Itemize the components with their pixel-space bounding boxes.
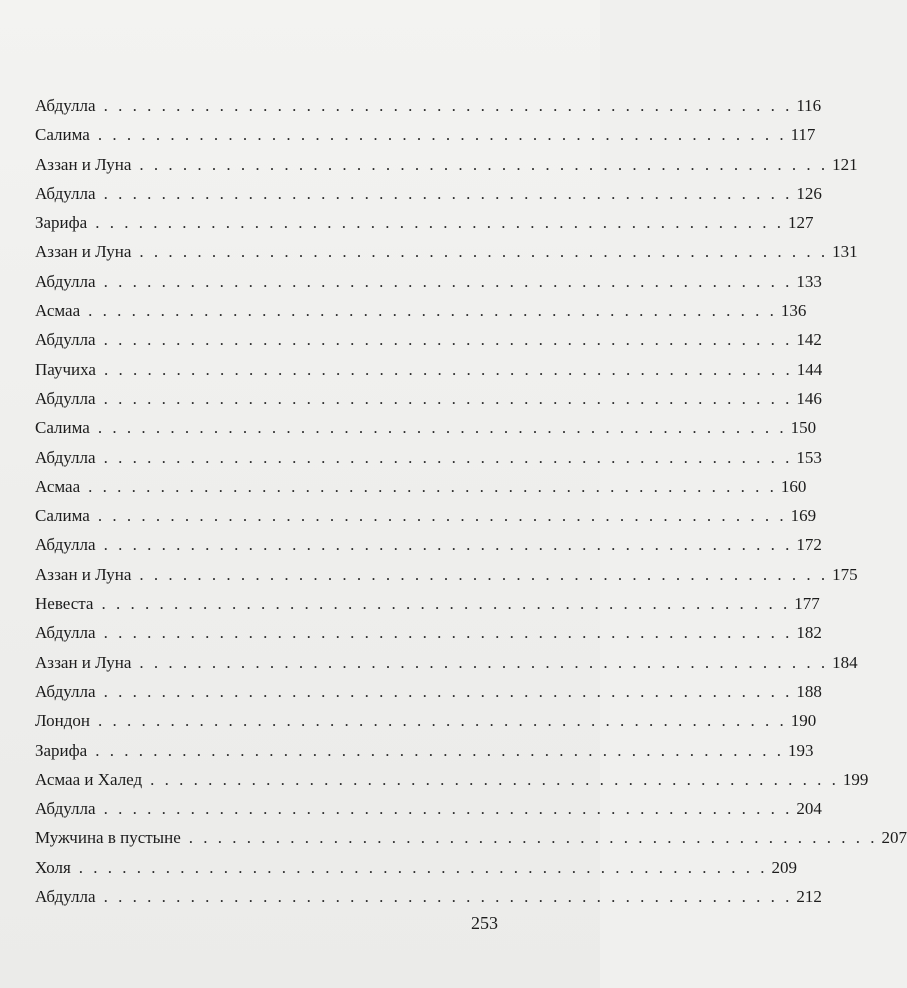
entry-page-number: 150: [790, 418, 817, 438]
toc-entry: [35, 560, 858, 589]
entry-page-number: 169: [790, 506, 817, 526]
entry-title: Лондон: [35, 711, 90, 731]
toc-entry: [35, 325, 822, 354]
dot-leader: . . . . . . . . . . . . . . . . . . . . . . . . . . . . . . . . . . . . . . . . . . . . . . . .: [139, 154, 829, 174]
page-number: 253: [471, 913, 498, 933]
entry-page-number: 182: [796, 623, 822, 643]
entry-page-number: 116: [796, 96, 822, 115]
toc-entry: [35, 150, 858, 179]
toc-entry: [35, 794, 822, 823]
dot-leader: . . . . . . . . . . . . . . . . . . . . . . . . . . . . . . . . . . . . . . . . . . . . . . . .: [150, 769, 839, 789]
dot-leader: . . . . . . . . . . . . . . . . . . . . . . . . . . . . . . . . . . . . . . . . . . . . . . . .: [103, 359, 793, 379]
dot-leader: . . . . . . . . . . . . . . . . . . . . . . . . . . . . . . . . . . . . . . . . . . . . . . . .: [139, 564, 829, 584]
toc-entry: [35, 267, 822, 296]
entry-page-number: 127: [787, 213, 814, 233]
table-of-contents: [35, 91, 907, 911]
toc-entry: [35, 179, 822, 208]
toc-entry: [35, 472, 807, 501]
entry-title: Аззан и Луна: [35, 242, 132, 262]
entry-title: Абдулла: [35, 183, 96, 203]
entry-title: Абдулла: [35, 681, 96, 701]
entry-page-number: 184: [832, 652, 858, 672]
toc-entry: [35, 853, 798, 882]
dot-leader: . . . . . . . . . . . . . . . . . . . . . . . . . . . . . . . . . . . . . . . . . . . . . . . .: [103, 96, 793, 115]
dot-leader: . . . . . . . . . . . . . . . . . . . . . . . . . . . . . . . . . . . . . . . . . . . . . . . .: [103, 681, 793, 701]
entry-title: Холя: [35, 857, 71, 877]
toc-entry: [35, 237, 858, 266]
toc-entry: [35, 443, 822, 472]
entry-page-number: 199: [842, 769, 869, 789]
dot-leader: . . . . . . . . . . . . . . . . . . . . . . . . . . . . . . . . . . . . . . . . . . . . . . . .: [97, 711, 787, 731]
dot-leader: . . . . . . . . . . . . . . . . . . . . . . . . . . . . . . . . . . . . . . . . . . . . . . . .: [139, 242, 829, 262]
entry-page-number: 121: [832, 154, 858, 174]
toc-entry: [35, 208, 814, 237]
entry-title: Абдулла: [35, 330, 96, 350]
toc-entry: [35, 765, 869, 794]
dot-leader: . . . . . . . . . . . . . . . . . . . . . . . . . . . . . . . . . . . . . . . . . . . . . . . .: [103, 623, 793, 643]
entry-page-number: 133: [796, 271, 822, 291]
dot-leader: . . . . . . . . . . . . . . . . . . . . . . . . . . . . . . . . . . . . . . . . . . . . . . . .: [101, 594, 791, 614]
toc-entry: [35, 706, 817, 735]
entry-page-number: 188: [796, 681, 822, 701]
entry-title: Паучиха: [35, 359, 96, 379]
entry-page-number: 172: [796, 535, 822, 555]
entry-page-number: 204: [796, 799, 822, 819]
dot-leader: . . . . . . . . . . . . . . . . . . . . . . . . . . . . . . . . . . . . . . . . . . . . . . . .: [103, 330, 793, 350]
entry-title: Аззан и Луна: [35, 154, 132, 174]
entry-page-number: 177: [794, 594, 820, 614]
entry-page-number: 144: [796, 359, 823, 379]
entry-page-number: 153: [796, 447, 822, 467]
dot-leader: . . . . . . . . . . . . . . . . . . . . . . . . . . . . . . . . . . . . . . . . . . . . . . . .: [97, 418, 787, 438]
toc-entry: [35, 355, 823, 384]
dot-leader: . . . . . . . . . . . . . . . . . . . . . . . . . . . . . . . . . . . . . . . . . . . . . . . .: [88, 301, 777, 321]
entry-page-number: 175: [832, 564, 858, 584]
toc-entry: [35, 648, 858, 677]
dot-leader: . . . . . . . . . . . . . . . . . . . . . . . . . . . . . . . . . . . . . . . . . . . . . . . .: [103, 535, 793, 555]
entry-page-number: 212: [796, 887, 822, 907]
entry-title: Аззан и Луна: [35, 564, 132, 584]
entry-title: Невеста: [35, 594, 94, 614]
dot-leader: . . . . . . . . . . . . . . . . . . . . . . . . . . . . . . . . . . . . . . . . . . . . . . . .: [95, 740, 784, 760]
toc-entry: [35, 91, 822, 120]
entry-page-number: 126: [796, 183, 822, 203]
entry-page-number: 207: [881, 828, 907, 848]
entry-title: Абдулла: [35, 96, 96, 115]
dot-leader: . . . . . . . . . . . . . . . . . . . . . . . . . . . . . . . . . . . . . . . . . . . . . . . .: [78, 857, 768, 877]
toc-entry: [35, 618, 822, 647]
dot-leader: . . . . . . . . . . . . . . . . . . . . . . . . . . . . . . . . . . . . . . . . . . . . . . . .: [103, 388, 793, 408]
entry-title: Салима: [35, 506, 90, 526]
dot-leader: . . . . . . . . . . . . . . . . . . . . . . . . . . . . . . . . . . . . . . . . . . . . . . . .: [103, 183, 793, 203]
entry-page-number: 193: [787, 740, 814, 760]
dot-leader: . . . . . . . . . . . . . . . . . . . . . . . . . . . . . . . . . . . . . . . . . . . . . . . .: [97, 506, 787, 526]
entry-title: Зарифа: [35, 213, 88, 233]
entry-title: Абдулла: [35, 447, 96, 467]
dot-leader: . . . . . . . . . . . . . . . . . . . . . . . . . . . . . . . . . . . . . . . . . . . . . . . .: [95, 213, 784, 233]
dot-leader: . . . . . . . . . . . . . . . . . . . . . . . . . . . . . . . . . . . . . . . . . . . . . . . .: [103, 887, 793, 907]
toc-entry: [35, 677, 822, 706]
entry-title: Асмаа: [35, 476, 81, 496]
dot-leader: . . . . . . . . . . . . . . . . . . . . . . . . . . . . . . . . . . . . . . . . . . . . . . . .: [97, 125, 787, 145]
entry-page-number: 142: [796, 330, 822, 350]
entry-title: Асмаа и Халед: [35, 769, 143, 789]
entry-title: Абдулла: [35, 271, 96, 291]
entry-title: Абдулла: [35, 799, 96, 819]
dot-leader: . . . . . . . . . . . . . . . . . . . . . . . . . . . . . . . . . . . . . . . . . . . . . . . .: [103, 271, 793, 291]
toc-entry: [35, 882, 822, 911]
dot-leader: . . . . . . . . . . . . . . . . . . . . . . . . . . . . . . . . . . . . . . . . . . . . . . . .: [88, 476, 777, 496]
toc-entry: [35, 501, 817, 530]
toc-entry: [35, 120, 816, 149]
toc-entry: [35, 736, 814, 765]
toc-entry: [35, 589, 820, 618]
entry-page-number: 209: [771, 857, 798, 877]
entry-page-number: 146: [796, 388, 822, 408]
toc-entry: [35, 384, 822, 413]
entry-page-number: 117: [790, 125, 816, 145]
entry-page-number: 136: [780, 301, 807, 321]
toc-entry: [35, 530, 822, 559]
entry-title: Абдулла: [35, 388, 96, 408]
dot-leader: . . . . . . . . . . . . . . . . . . . . . . . . . . . . . . . . . . . . . . . . . . . . . . . .: [103, 447, 793, 467]
entry-page-number: 190: [790, 711, 817, 731]
dot-leader: . . . . . . . . . . . . . . . . . . . . . . . . . . . . . . . . . . . . . . . . . . . . . . . .: [188, 828, 878, 848]
toc-entry: [35, 296, 807, 325]
toc-entry: [35, 413, 817, 442]
entry-page-number: 160: [780, 476, 807, 496]
dot-leader: . . . . . . . . . . . . . . . . . . . . . . . . . . . . . . . . . . . . . . . . . . . . . . . .: [103, 799, 793, 819]
entry-title: Салима: [35, 418, 90, 438]
entry-title: Мужчина в пустыне: [35, 828, 181, 848]
entry-title: Абдулла: [35, 535, 96, 555]
entry-title: Асмаа: [35, 301, 81, 321]
toc-entry: [35, 823, 907, 852]
entry-title: Аззан и Луна: [35, 652, 132, 672]
entry-title: Зарифа: [35, 740, 88, 760]
entry-title: Абдулла: [35, 623, 96, 643]
entry-title: Салима: [35, 125, 90, 145]
dot-leader: . . . . . . . . . . . . . . . . . . . . . . . . . . . . . . . . . . . . . . . . . . . . . . . .: [139, 652, 829, 672]
entry-page-number: 131: [832, 242, 858, 262]
entry-title: Абдулла: [35, 887, 96, 907]
